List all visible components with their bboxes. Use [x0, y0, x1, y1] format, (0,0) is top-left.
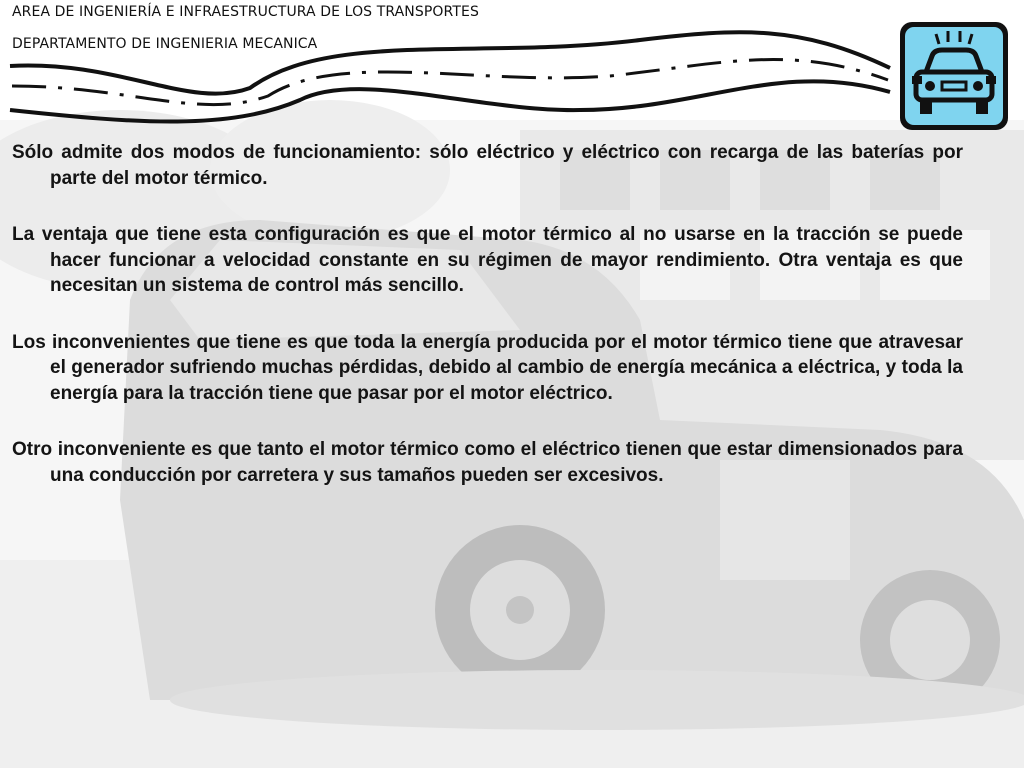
header-department-area: AREA DE INGENIERÍA E INFRAESTRUCTURA DE LOS TRANSPORTES — [12, 4, 479, 20]
header-department-name: DEPARTAMENTO DE INGENIERIA MECANICA — [12, 36, 318, 52]
slide-header — [0, 0, 1024, 135]
paragraph-drawbacks: Los inconvenientes que tiene es que toda la energía producida por el motor térmico tiene que atravesar el generador sufriendo muchas pérdidas, debido al cambio de energía mecánica a eléctrica, y toda la energía para la tracción tiene que pasar por el motor eléctrico. — [12, 331, 963, 404]
road-icon — [0, 0, 900, 135]
slide-content — [12, 140, 963, 519]
car-icon — [898, 20, 1010, 132]
paragraph-operating-modes: Sólo admite dos modos de funcionamiento: sólo eléctrico y eléctrico con recarga de las baterías por parte del motor térmico. — [12, 142, 963, 189]
paragraph-sizing-drawback: Otro inconveniente es que tanto el motor térmico como el eléctrico tienen que estar dimensionados para una conducción por carretera y sus tamaños pueden ser excesivos. — [12, 439, 963, 486]
paragraph-advantages: La ventaja que tiene esta configuración es que el motor térmico al no usarse en la tracción se puede hacer funcionar a velocidad constante en su régimen de mayor rendimiento. Otra ventaja es que necesitan un sistema de control más sencillo. — [12, 224, 963, 296]
